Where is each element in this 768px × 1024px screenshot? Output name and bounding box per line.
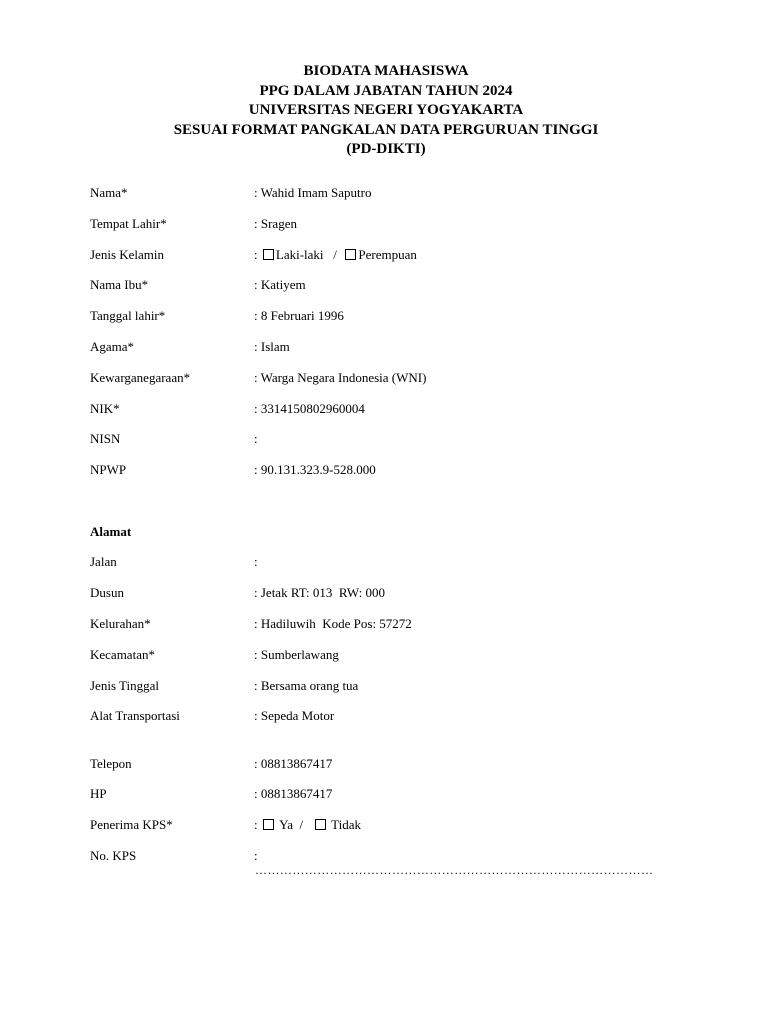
field-label: Dusun xyxy=(90,585,124,600)
document-title xyxy=(0,62,768,160)
field-value: : xyxy=(254,431,258,446)
field-label: No. KPS xyxy=(90,848,137,863)
field-label: Telepon xyxy=(90,756,132,771)
option-ya: Ya xyxy=(279,817,293,832)
field-value: : Katiyem xyxy=(254,277,306,292)
separator: / xyxy=(299,817,304,832)
field-label: NPWP xyxy=(90,462,127,477)
field-label: Kewarganegaraan* xyxy=(90,370,191,385)
section-heading-alamat: Alamat xyxy=(90,524,132,539)
title-line-5: (PD-DIKTI) xyxy=(346,141,426,157)
field-label: Kelurahan* xyxy=(90,616,151,631)
title-line-4: SESUAI FORMAT PANGKALAN DATA PERGURUAN TINGGI xyxy=(173,121,599,138)
checkbox-laki-laki[interactable] xyxy=(263,249,274,260)
field-value: : 8 Februari 1996 xyxy=(254,308,344,323)
field-value: : xyxy=(254,554,258,569)
field-label: Jalan xyxy=(90,554,117,569)
field-value: : xyxy=(254,848,258,863)
checkbox-tidak[interactable] xyxy=(315,819,326,830)
checkbox-perempuan[interactable] xyxy=(345,249,356,260)
field-value: : Sumberlawang xyxy=(254,647,339,662)
field-label: Jenis Tinggal xyxy=(90,678,159,693)
field-value: : 08813867417 xyxy=(254,786,333,801)
field-label: Penerima KPS* xyxy=(90,817,173,832)
checkbox-ya[interactable] xyxy=(263,819,274,830)
option-laki-laki: Laki-laki xyxy=(275,247,324,262)
field-value: : Jetak RT: 013 RW: 000 xyxy=(254,585,385,600)
separator: / xyxy=(333,247,337,262)
title-line-3: UNIVERSITAS NEGERI YOGYAKARTA xyxy=(248,102,524,118)
field-label: Tempat Lahir* xyxy=(90,216,167,231)
field-label: Agama* xyxy=(90,339,135,354)
field-value: : Warga Negara Indonesia (WNI) xyxy=(254,370,427,385)
field-label: NISN xyxy=(90,431,121,446)
field-value: : 3314150802960004 xyxy=(254,401,365,416)
field-label: Nama Ibu* xyxy=(90,277,149,292)
field-value: : Bersama orang tua xyxy=(254,678,359,693)
field-value: : Islam xyxy=(254,339,290,354)
colon: : xyxy=(254,817,258,832)
option-tidak: Tidak xyxy=(331,817,361,832)
field-value: : 08813867417 xyxy=(254,756,333,771)
field-label: Nama* xyxy=(90,185,128,200)
field-label: Alat Transportasi xyxy=(90,708,180,723)
kps-options xyxy=(254,816,361,834)
field-value: : Wahid Imam Saputro xyxy=(254,185,372,200)
field-value: : Sragen xyxy=(254,216,297,231)
field-value: : 90.131.323.9-528.000 xyxy=(254,462,376,477)
field-label: HP xyxy=(90,786,107,801)
field-label: Tanggal lahir* xyxy=(90,308,166,323)
field-value: : Sepeda Motor xyxy=(254,708,335,723)
field-label: NIK* xyxy=(90,401,120,416)
option-perempuan: Perempuan xyxy=(358,247,417,262)
no-kps-dotted-line: …………………………………………………………………………………… xyxy=(255,863,654,877)
colon: : xyxy=(254,247,258,262)
gender-options xyxy=(254,246,417,264)
field-label: Jenis Kelamin xyxy=(90,247,165,262)
title-line-2: PPG DALAM JABATAN TAHUN 2024 xyxy=(259,82,513,99)
field-value: : Hadiluwih Kode Pos: 57272 xyxy=(254,616,412,631)
title-line-1: BIODATA MAHASISWA xyxy=(303,63,469,79)
field-label: Kecamatan* xyxy=(90,647,155,662)
